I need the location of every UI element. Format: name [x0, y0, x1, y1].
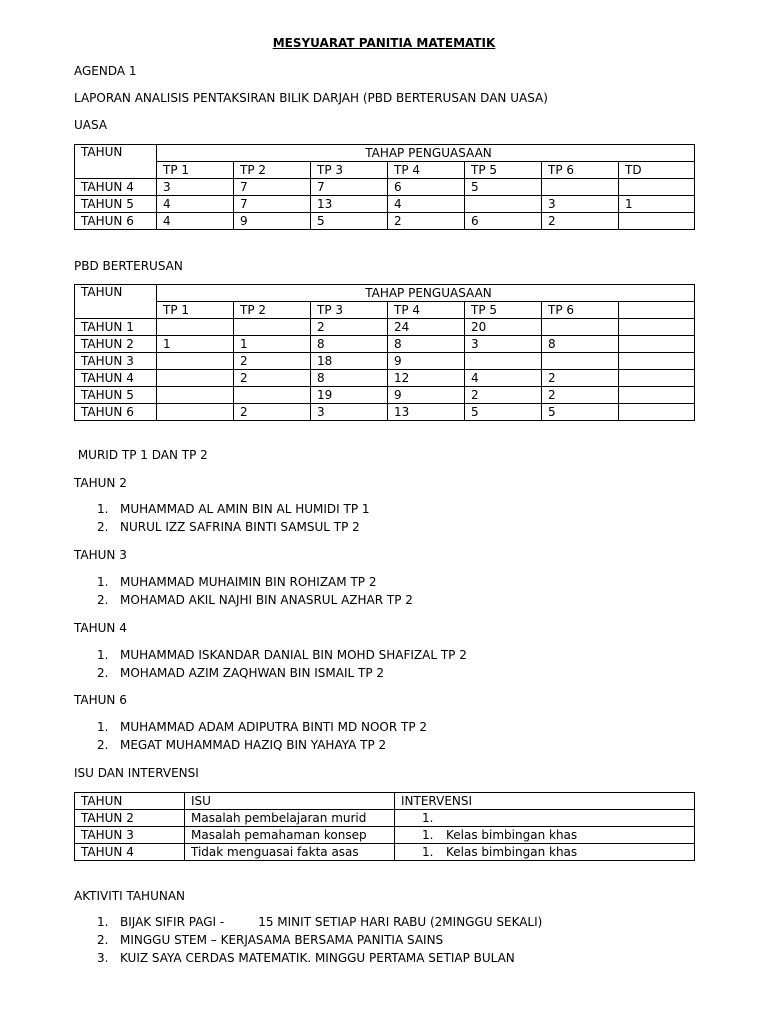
table-cell — [395, 844, 695, 861]
student-name: NURUL IZZ SAFRINA BINTI SAMSUL TP 2 — [120, 520, 360, 534]
table-row — [75, 213, 695, 230]
table-cell: 13 — [388, 404, 465, 421]
table-cell: 8 — [388, 336, 465, 353]
year-heading: TAHUN 6 — [74, 693, 127, 707]
table-cell: 3 — [311, 404, 388, 421]
document-title: MESYUARAT PANITIA MATEMATIK — [272, 36, 496, 50]
table-cell: TAHUN 4 — [75, 370, 157, 387]
student-name: MUHAMMAD ISKANDAR DANIAL BIN MOHD SHAFIZAL TP 2 — [120, 648, 467, 662]
header-cell: TP 4 — [388, 162, 465, 179]
table-header-row — [75, 145, 695, 162]
table-cell — [157, 404, 234, 421]
table-cell — [157, 387, 234, 404]
table-cell — [619, 213, 695, 230]
table-cell: 4 — [388, 196, 465, 213]
table-header-row — [75, 793, 695, 810]
list-item — [74, 591, 413, 609]
header-cell — [619, 302, 695, 319]
activity-text: BIJAK SIFIR PAGI - — [120, 915, 225, 929]
header-cell: TP 1 — [157, 162, 234, 179]
report-heading: LAPORAN ANALISIS PENTAKSIRAN BILIK DARJAH (PBD BERTERUSAN DAN UASA) — [74, 91, 548, 105]
table-cell: TAHUN 1 — [75, 319, 157, 336]
list-number: 1. — [97, 575, 109, 589]
table-cell: 18 — [311, 353, 388, 370]
table-cell: 5 — [311, 213, 388, 230]
student-list — [74, 573, 413, 609]
table-cell: 8 — [311, 336, 388, 353]
list-item — [74, 573, 413, 591]
table-cell: 4 — [465, 370, 542, 387]
student-name: MUHAMMAD AL AMIN BIN AL HUMIDI TP 1 — [120, 502, 370, 516]
table-row — [75, 827, 695, 844]
intervensi-text: Kelas bimbingan khas — [446, 844, 578, 859]
table-row — [75, 844, 695, 861]
table-cell — [619, 336, 695, 353]
table-cell: 2 — [311, 319, 388, 336]
isu-table — [74, 792, 695, 861]
list-item — [74, 664, 467, 682]
table-cell — [157, 319, 234, 336]
pbd-label: PBD BERTERUSAN — [74, 259, 183, 273]
table-cell: 20 — [465, 319, 542, 336]
table-header-row — [75, 285, 695, 302]
table-cell: TAHUN 6 — [75, 404, 157, 421]
table-row — [75, 387, 695, 404]
list-item — [74, 736, 427, 754]
table-cell: 4 — [157, 213, 234, 230]
table-row — [75, 353, 695, 370]
table-cell: Masalah pembelajaran murid — [185, 810, 395, 827]
table-cell: 8 — [311, 370, 388, 387]
table-cell: 3 — [157, 179, 234, 196]
table-cell: 2 — [542, 213, 619, 230]
table-cell — [465, 353, 542, 370]
aktiviti-heading: AKTIVITI TAHUNAN — [74, 889, 186, 903]
year-heading: TAHUN 2 — [74, 476, 127, 490]
activity-detail: 15 MINIT SETIAP HARI RABU (2MINGGU SEKALI) — [258, 915, 543, 929]
header-cell: TAHAP PENGUASAAN — [157, 145, 695, 162]
list-number: 2. — [97, 593, 109, 607]
table-cell: TAHUN 3 — [75, 827, 185, 844]
table-cell: Masalah pemahaman konsep — [185, 827, 395, 844]
table-cell: 2 — [465, 387, 542, 404]
header-cell: TP 6 — [542, 302, 619, 319]
activity-text: MINGGU STEM – KERJASAMA BERSAMA PANITIA SAINS — [120, 933, 444, 947]
table-cell: 6 — [388, 179, 465, 196]
table-cell: 6 — [465, 213, 542, 230]
list-item — [74, 646, 467, 664]
student-name: MUHAMMAD MUHAIMIN BIN ROHIZAM TP 2 — [120, 575, 377, 589]
table-cell: 24 — [388, 319, 465, 336]
table-cell: 3 — [542, 196, 619, 213]
student-list — [74, 646, 467, 682]
header-cell: TP 4 — [388, 302, 465, 319]
list-number: 1. — [97, 915, 109, 929]
header-cell: TAHUN — [75, 145, 157, 179]
table-cell: 1 — [157, 336, 234, 353]
table-cell: TAHUN 4 — [75, 844, 185, 861]
murid-heading: MURID TP 1 DAN TP 2 — [74, 448, 208, 462]
table-cell: TAHUN 2 — [75, 336, 157, 353]
year-heading: TAHUN 4 — [74, 621, 127, 635]
table-cell — [157, 353, 234, 370]
table-cell: Tidak menguasai fakta asas — [185, 844, 395, 861]
aktiviti-list — [74, 913, 542, 967]
list-item — [74, 500, 370, 518]
table-cell: 3 — [465, 336, 542, 353]
header-cell: TP 1 — [157, 302, 234, 319]
header-cell: TP 3 — [311, 302, 388, 319]
year-heading: TAHUN 3 — [74, 548, 127, 562]
table-cell: 2 — [388, 213, 465, 230]
table-row — [75, 179, 695, 196]
table-cell: TAHUN 6 — [75, 213, 157, 230]
header-cell: ISU — [185, 793, 395, 810]
table-cell: TAHUN 5 — [75, 196, 157, 213]
student-name: MOHAMAD AKIL NAJHI BIN ANASRUL AZHAR TP 2 — [120, 593, 413, 607]
intervensi-text: Kelas bimbingan khas — [446, 827, 578, 842]
table-cell: 5 — [465, 404, 542, 421]
header-cell: TP 6 — [542, 162, 619, 179]
table-cell: 1 — [619, 196, 695, 213]
header-cell: INTERVENSI — [395, 793, 695, 810]
table-cell: 9 — [388, 387, 465, 404]
list-item — [74, 518, 370, 536]
uasa-label: UASA — [74, 118, 108, 132]
header-cell: TP 5 — [465, 302, 542, 319]
table-cell: 2 — [542, 387, 619, 404]
header-cell: TAHAP PENGUASAAN — [157, 285, 695, 302]
table-cell: 7 — [311, 179, 388, 196]
table-cell: 13 — [311, 196, 388, 213]
list-item — [74, 949, 542, 967]
table-cell: TAHUN 2 — [75, 810, 185, 827]
header-cell: TAHUN — [75, 285, 157, 319]
list-item — [74, 931, 542, 949]
student-name: MOHAMAD AZIM ZAQHWAN BIN ISMAIL TP 2 — [120, 666, 385, 680]
list-number: 1. — [422, 827, 434, 842]
header-cell: TP 2 — [234, 162, 311, 179]
agenda-label: AGENDA 1 — [74, 64, 137, 78]
table-cell: 4 — [157, 196, 234, 213]
list-item — [74, 718, 427, 736]
table-cell — [542, 319, 619, 336]
student-list — [74, 718, 427, 754]
list-number: 2. — [97, 933, 109, 947]
table-cell: TAHUN 3 — [75, 353, 157, 370]
table-subheader-row — [75, 162, 695, 179]
table-cell: 5 — [542, 404, 619, 421]
activity-text: KUIZ SAYA CERDAS MATEMATIK. MINGGU PERTAMA SETIAP BULAN — [120, 951, 515, 965]
list-number: 2. — [97, 738, 109, 752]
document-page — [74, 0, 694, 1024]
list-number: 2. — [97, 666, 109, 680]
table-cell: 2 — [234, 404, 311, 421]
table-row — [75, 336, 695, 353]
table-cell: TAHUN 4 — [75, 179, 157, 196]
table-cell — [619, 353, 695, 370]
uasa-table — [74, 144, 695, 230]
header-cell: TP 5 — [465, 162, 542, 179]
table-cell — [542, 353, 619, 370]
table-cell — [542, 179, 619, 196]
table-row — [75, 319, 695, 336]
table-cell — [395, 827, 695, 844]
table-cell — [619, 387, 695, 404]
list-number: 3. — [97, 951, 109, 965]
table-row — [75, 370, 695, 387]
table-cell: 7 — [234, 179, 311, 196]
table-cell — [619, 370, 695, 387]
table-cell — [619, 179, 695, 196]
table-cell: 2 — [542, 370, 619, 387]
table-cell — [157, 370, 234, 387]
list-number: 1. — [97, 502, 109, 516]
list-number: 1. — [97, 648, 109, 662]
table-cell: 8 — [542, 336, 619, 353]
list-number: 2. — [97, 520, 109, 534]
table-cell: 5 — [465, 179, 542, 196]
student-name: MUHAMMAD ADAM ADIPUTRA BINTI MD NOOR TP 2 — [120, 720, 428, 734]
pbd-table — [74, 284, 695, 421]
table-cell — [234, 387, 311, 404]
table-cell — [234, 319, 311, 336]
header-cell: TP 3 — [311, 162, 388, 179]
table-cell: 9 — [234, 213, 311, 230]
table-row — [75, 404, 695, 421]
table-cell: 19 — [311, 387, 388, 404]
table-cell — [465, 196, 542, 213]
table-cell: 2 — [234, 370, 311, 387]
table-cell: 7 — [234, 196, 311, 213]
table-subheader-row — [75, 302, 695, 319]
list-item — [74, 913, 542, 931]
table-row — [75, 196, 695, 213]
student-name: MEGAT MUHAMMAD HAZIQ BIN YAHAYA TP 2 — [120, 738, 387, 752]
isu-heading: ISU DAN INTERVENSI — [74, 766, 199, 780]
list-number: 1. — [422, 810, 434, 825]
table-cell: 9 — [388, 353, 465, 370]
table-cell: 12 — [388, 370, 465, 387]
table-cell — [395, 810, 695, 827]
list-number: 1. — [97, 720, 109, 734]
table-row — [75, 810, 695, 827]
student-list — [74, 500, 370, 536]
header-cell: TD — [619, 162, 695, 179]
table-cell: TAHUN 5 — [75, 387, 157, 404]
table-cell: 1 — [234, 336, 311, 353]
header-cell: TAHUN — [75, 793, 185, 810]
list-number: 1. — [422, 844, 434, 859]
table-cell — [619, 404, 695, 421]
header-cell: TP 2 — [234, 302, 311, 319]
table-cell — [619, 319, 695, 336]
table-cell: 2 — [234, 353, 311, 370]
